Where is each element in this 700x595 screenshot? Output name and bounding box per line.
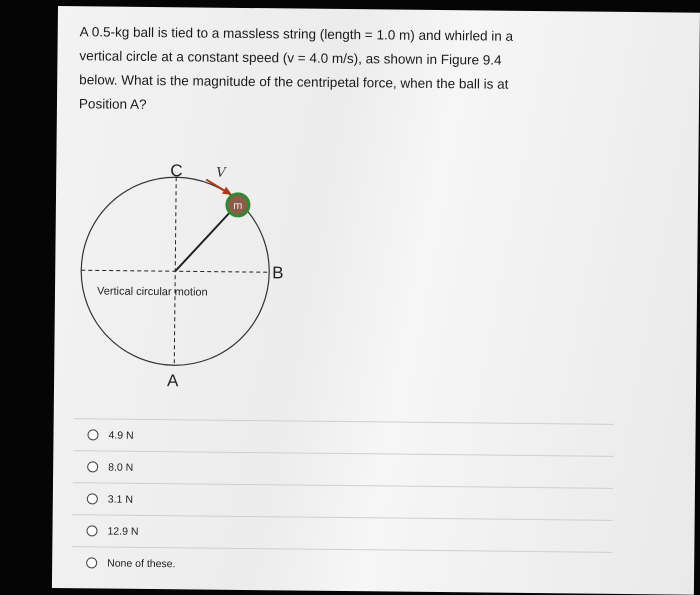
- label-c: C: [170, 161, 183, 181]
- vertical-circle-figure: [66, 156, 309, 399]
- worksheet-page: [52, 6, 700, 595]
- string-line: [175, 205, 236, 272]
- radio-button[interactable]: [87, 493, 98, 504]
- answer-options: [72, 418, 614, 584]
- option-label: None of these.: [107, 557, 176, 570]
- label-a: A: [166, 371, 179, 391]
- radio-button[interactable]: [86, 525, 97, 536]
- radio-button[interactable]: [87, 429, 98, 440]
- label-v: V: [216, 165, 226, 181]
- option-label: 8.0 N: [108, 461, 134, 474]
- radio-button[interactable]: [86, 557, 97, 568]
- radio-button[interactable]: [87, 461, 98, 472]
- option-label: 4.9 N: [108, 429, 134, 442]
- option-label: 12.9 N: [107, 525, 139, 538]
- figure-caption: Vertical circular motion: [96, 285, 208, 299]
- label-b: B: [272, 263, 284, 283]
- ball-label: m: [233, 199, 243, 212]
- option-none[interactable]: [72, 546, 612, 584]
- option-label: 3.1 N: [107, 493, 134, 506]
- question-text: A 0.5-kg ball is tied to a massless string (length = 1.0 m) and whirled in a vertical circle at a constant speed (v = 4.0 m/s), as shown in Figure 9.4 below. What is the magnitude of the centripetal force, when the ball is at Position A?: [78, 24, 514, 112]
